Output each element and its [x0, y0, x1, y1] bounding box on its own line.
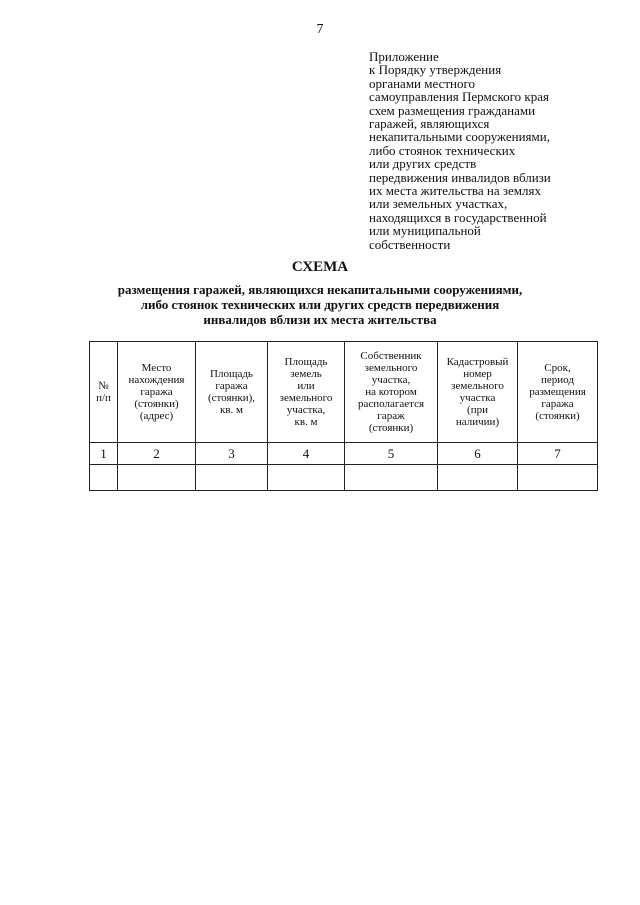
empty-data-row — [90, 465, 598, 491]
scheme-table — [89, 341, 598, 491]
scheme-title: СХЕМА — [291, 259, 349, 275]
appendix-line: или муниципальной — [369, 223, 481, 239]
appendix-line: Приложение — [369, 49, 439, 64]
empty-cell — [268, 465, 345, 491]
appendix-note — [369, 50, 619, 251]
header-cell-number: № п/п — [90, 342, 118, 443]
table-header-row — [90, 342, 598, 443]
appendix-line: органами местного — [369, 75, 475, 91]
appendix-line: или земельных участках, — [369, 196, 508, 212]
column-number-cell: 2 — [118, 443, 196, 465]
header-cell-cadastral-number: Кадастровый номер земельного участка (при наличии) — [438, 342, 518, 443]
empty-cell — [438, 465, 518, 491]
empty-cell — [196, 465, 268, 491]
empty-cell — [518, 465, 598, 491]
appendix-line: их места жительства на землях — [369, 183, 541, 199]
subtitle-line: размещения гаражей, являющихся некапитальными сооружениями, — [117, 282, 523, 297]
subtitle-line: либо стоянок технических или других средств передвижения — [140, 297, 500, 312]
column-number-cell: 7 — [518, 443, 598, 465]
header-cell-land-area: Площадь земель или земельного участка, кв. м — [268, 342, 345, 443]
appendix-line: к Порядку утверждения — [369, 62, 502, 78]
header-cell-owner: Собственник земельного участка, на котором располагается гараж (стоянки) — [345, 342, 438, 443]
empty-cell — [90, 465, 118, 491]
appendix-line: находящихся в государственной — [369, 209, 547, 225]
appendix-line: передвижения инвалидов вблизи — [369, 169, 551, 185]
appendix-line: гаражей, являющихся — [369, 116, 490, 132]
appendix-line: или других средств — [369, 156, 477, 172]
appendix-line: либо стоянок технических — [369, 142, 516, 158]
appendix-line: самоуправления Пермского края — [369, 89, 549, 105]
empty-cell — [345, 465, 438, 491]
appendix-line: собственности — [369, 236, 451, 252]
header-cell-period: Срок, период размещения гаража (стоянки) — [518, 342, 598, 443]
header-cell-garage-area: Площадь гаража (стоянки), кв. м — [196, 342, 268, 443]
column-number-cell: 4 — [268, 443, 345, 465]
subtitle-line: инвалидов вблизи их места жительства — [203, 312, 437, 327]
column-number-cell: 5 — [345, 443, 438, 465]
page-number: 7 — [316, 22, 324, 37]
scheme-subtitle — [80, 282, 560, 327]
appendix-line: схем размещения гражданами — [369, 102, 536, 118]
column-number-cell: 6 — [438, 443, 518, 465]
header-cell-location: Место нахождения гаража (стоянки) (адрес) — [118, 342, 196, 443]
empty-cell — [118, 465, 196, 491]
appendix-line: некапитальными сооружениями, — [369, 129, 550, 145]
column-number-cell: 1 — [90, 443, 118, 465]
column-number-cell: 3 — [196, 443, 268, 465]
column-number-row — [90, 443, 598, 465]
